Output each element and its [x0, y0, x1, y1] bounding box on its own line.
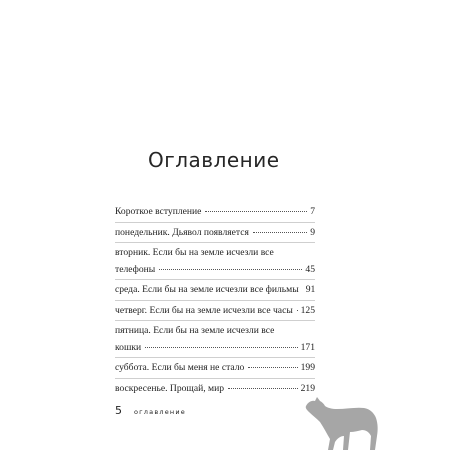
toc-entry-title: суббота. Если бы меня не стало [115, 362, 245, 373]
toc-entry-title: среда. Если бы на земле исчезли все фильмы [115, 284, 299, 295]
toc-entry-title: воскресенье. Прощай, мир [115, 382, 225, 394]
toc-page-number: 45 [305, 263, 315, 275]
toc-page-number: 125 [300, 304, 315, 316]
toc-line [115, 381, 315, 398]
toc-line [115, 303, 315, 320]
toc-page-number: 91 [305, 284, 316, 295]
toc-line [115, 204, 315, 221]
toc-entry-title: вторник. Если бы на земле исчезли все [115, 247, 274, 258]
dot-leader [145, 347, 297, 348]
dot-leader [297, 310, 298, 311]
toc-entry-title: кошки [115, 341, 142, 353]
toc-entry[interactable] [115, 360, 315, 377]
toc-separator [115, 320, 315, 321]
toc-line [115, 225, 315, 242]
toc-line [115, 262, 315, 279]
page-title: Оглавление [148, 148, 280, 172]
toc-entry-title: Короткое вступление [115, 206, 202, 217]
dot-leader [248, 367, 297, 368]
toc-line [115, 360, 315, 377]
toc-entry-title: понедельник. Дьявол появляется [115, 226, 249, 238]
toc-line [115, 340, 315, 357]
dot-leader [228, 388, 298, 389]
toc-entry[interactable] [115, 381, 315, 398]
toc-page-number: 219 [300, 382, 315, 394]
toc-separator [115, 279, 315, 280]
toc-entry-title: пятница. Если бы на земле исчезли все [115, 325, 275, 336]
toc-entry-title: четверг. Если бы на земле исчезли все часы [115, 304, 293, 316]
toc-page-number: 9 [310, 226, 315, 238]
toc-page-number: 7 [310, 206, 315, 217]
cat-silhouette-icon [304, 384, 380, 450]
toc-entry[interactable] [115, 282, 315, 299]
toc-line [115, 323, 315, 340]
toc-entry[interactable] [115, 303, 315, 320]
running-footer-title: оглавление [134, 408, 186, 416]
toc-line [115, 245, 315, 262]
page-footer [115, 404, 186, 417]
toc-line [115, 282, 315, 299]
toc-separator [115, 378, 315, 379]
dot-leader [159, 269, 302, 270]
toc-entry[interactable] [115, 323, 315, 356]
toc-page-number: 171 [300, 341, 315, 353]
toc-entry[interactable] [115, 245, 315, 278]
toc-separator [115, 242, 315, 243]
toc-separator [115, 222, 315, 223]
toc-separator [115, 300, 315, 301]
toc-separator [115, 357, 315, 358]
dot-leader [253, 232, 307, 233]
dot-leader [205, 211, 307, 212]
toc-page-number: 199 [300, 362, 315, 373]
table-of-contents [115, 204, 315, 397]
toc-entry[interactable] [115, 204, 315, 221]
toc-entry-title: телефоны [115, 263, 156, 275]
toc-entry[interactable] [115, 225, 315, 242]
page-number: 5 [115, 404, 122, 417]
